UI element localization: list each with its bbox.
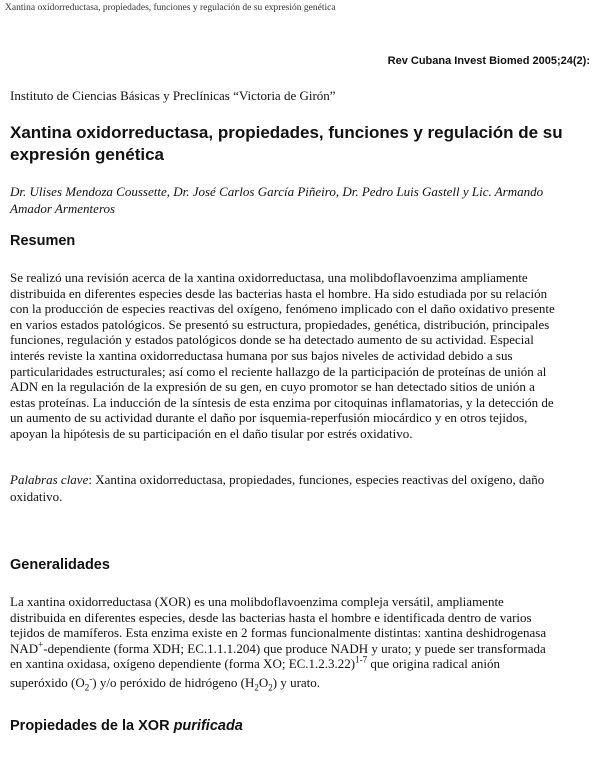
- generalidades-paragraph: [10, 594, 590, 691]
- generalidades-heading: Generalidades: [10, 557, 110, 573]
- resumen-heading: Resumen: [10, 233, 76, 249]
- authors-line: Dr. Ulises Mendoza Coussette, Dr. José Carlos García Piñeiro, Dr. Pedro Luis Gastell y Lic. Armando: [10, 184, 544, 199]
- paragraph-line: NAD+-dependiente (forma XDH; EC.1.1.1.204) que produce NADH y urato; y puede ser transformada: [10, 639, 546, 656]
- paragraph-line: tejidos de mamíferos. Esta enzima existe en 2 formas funcionalmente distintas: xantina deshidrogenasa: [10, 625, 547, 641]
- paragraph-line: Se realizó una revisión acerca de la xantina oxidorreductasa, una molibdoflavoenzima ampliamente: [10, 270, 528, 285]
- keywords-text: : Xantina oxidorreductasa, propiedades, funciones, especies reactivas del oxígeno, daño: [88, 472, 545, 487]
- paragraph-line: distribuida en diferentes especies desde las bacterias hasta el hombre. Ha sido estudiada por su relación: [10, 285, 548, 301]
- article-title: [10, 122, 585, 166]
- paragraph-line: apoyan la hipótesis de su participación en el daño tisular por estrés oxidativo.: [10, 425, 413, 441]
- paragraph-line: La xantina oxidorreductasa (XOR) es una molibdoflavoenzima compleja versátil, ampliamente: [10, 594, 504, 609]
- paragraph-line: en xantina oxidasa, oxígeno dependiente (forma XO; EC.1.2.3.22)$^{1-7}$ que origina radical anión: [10, 655, 500, 672]
- keywords-label: Palabras clave: [10, 472, 89, 487]
- title-line: expresión genética: [10, 145, 165, 164]
- browser-print-header: Xantina oxidorreductasa, propiedades, funciones y regulación de su expresión genética: [5, 3, 336, 13]
- institute-affiliation: Instituto de Ciencias Básicas y Preclínicas “Victoria de Girón”: [10, 88, 336, 103]
- resumen-paragraph: [10, 270, 590, 442]
- paragraph-line: distribuida en diferentes especies, desde las bacterias hasta el hombre e identificada dentro de varios: [10, 609, 532, 625]
- title-line: Xantina oxidorreductasa, propiedades, funciones y regulación de su: [10, 123, 563, 142]
- paragraph-line: funciones, regulación y estados patológicos donde se ha detectado aumento de su actividad. Especial: [10, 332, 534, 348]
- authors: [10, 183, 590, 217]
- paragraph-line: ADN en la regulación de la expresión de su gen, en cuyo promotor se han detectado sitios de unión a: [10, 379, 535, 395]
- authors-line: Amador Armenteros: [10, 201, 116, 216]
- paragraph-line: en varios estados patológicos. Se presentó su estructura, propiedades, genética, distribución, principales: [10, 316, 550, 332]
- citation-superscript[interactable]: 1-7: [355, 655, 368, 666]
- paragraph-line: particularidades estructurales; así como el reciente hallazgo de la participación de proteínas de unión al: [10, 363, 547, 379]
- paragraph-line: con la producción de especies reactivas del oxígeno, fenómeno implicado con el daño oxidativo presente: [10, 301, 555, 317]
- paragraph-line: interés reviste la xantina oxidorreductasa humana por sus bajos niveles de actividad debido a sus: [10, 347, 513, 363]
- keywords: [10, 471, 590, 505]
- keywords-text: oxidativo.: [10, 489, 63, 504]
- paragraph-line: estas proteínas. La inducción de la síntesis de esta enzima por citoquinas inflamatorias, y la detección de: [10, 394, 554, 410]
- journal-reference: Rev Cubana Invest Biomed 2005;24(2):: [387, 55, 590, 67]
- propiedades-heading: Propiedades de la XOR purificada: [10, 718, 243, 734]
- paragraph-line: un aumento de su actividad durante el daño por isquemia-reperfusión miocárdico y en otros tejidos,: [10, 410, 528, 426]
- paragraph-line: superóxido $(O_2^-)$ y/o peróxido de hidrógeno $(H_2O_2)$ y urato.: [10, 673, 321, 693]
